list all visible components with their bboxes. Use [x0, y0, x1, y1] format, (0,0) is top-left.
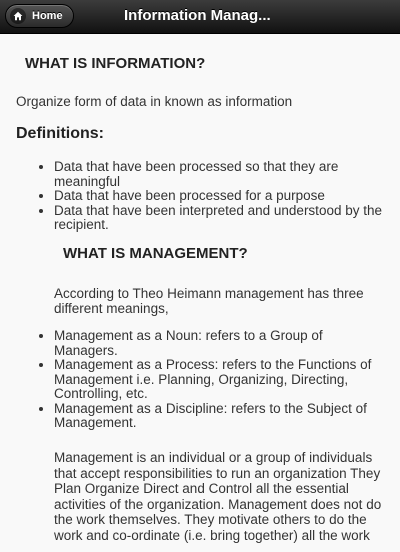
list-item: • Management as a Noun: refers to a Group of Managers. [54, 329, 388, 358]
information-heading: WHAT IS INFORMATION? [25, 55, 206, 72]
definitions-heading: Definitions: [16, 125, 104, 142]
meanings-list [38, 329, 388, 431]
home-icon [10, 8, 26, 24]
list-item: • Management as a Discipline: refers to the Subject of Management. [54, 402, 388, 431]
list-item: • Data that have been processed so that they are meaningful [54, 160, 388, 189]
home-button[interactable] [5, 4, 74, 28]
management-description: Management is an individual or a group of individuals that accept responsibilities to run an organization They Plan Organize Direct and Control all the essential activities of the organization. Management does not do the work themselves. They motivate others to do the work and co-ordinate (i.e. bring together) all the work [54, 450, 382, 543]
definitions-list [38, 160, 388, 233]
list-item: • Data that have been interpreted and understood by the recipient. [54, 204, 388, 233]
content-area[interactable] [0, 35, 400, 552]
information-text: Organize form of data in known as information [16, 94, 293, 109]
management-heading: WHAT IS MANAGEMENT? [63, 245, 248, 262]
management-intro: According to Theo Heimann management has three different meanings, [54, 286, 364, 316]
list-item: • Management as a Process: refers to the Functions of Management i.e. Planning, Organizing, Directing, Controlling, etc. [54, 358, 388, 402]
header-bar [0, 0, 400, 34]
home-label: Home [32, 10, 63, 22]
list-item: • Data that have been processed for a purpose [54, 189, 388, 204]
page-title: Information Manag... [124, 7, 271, 24]
